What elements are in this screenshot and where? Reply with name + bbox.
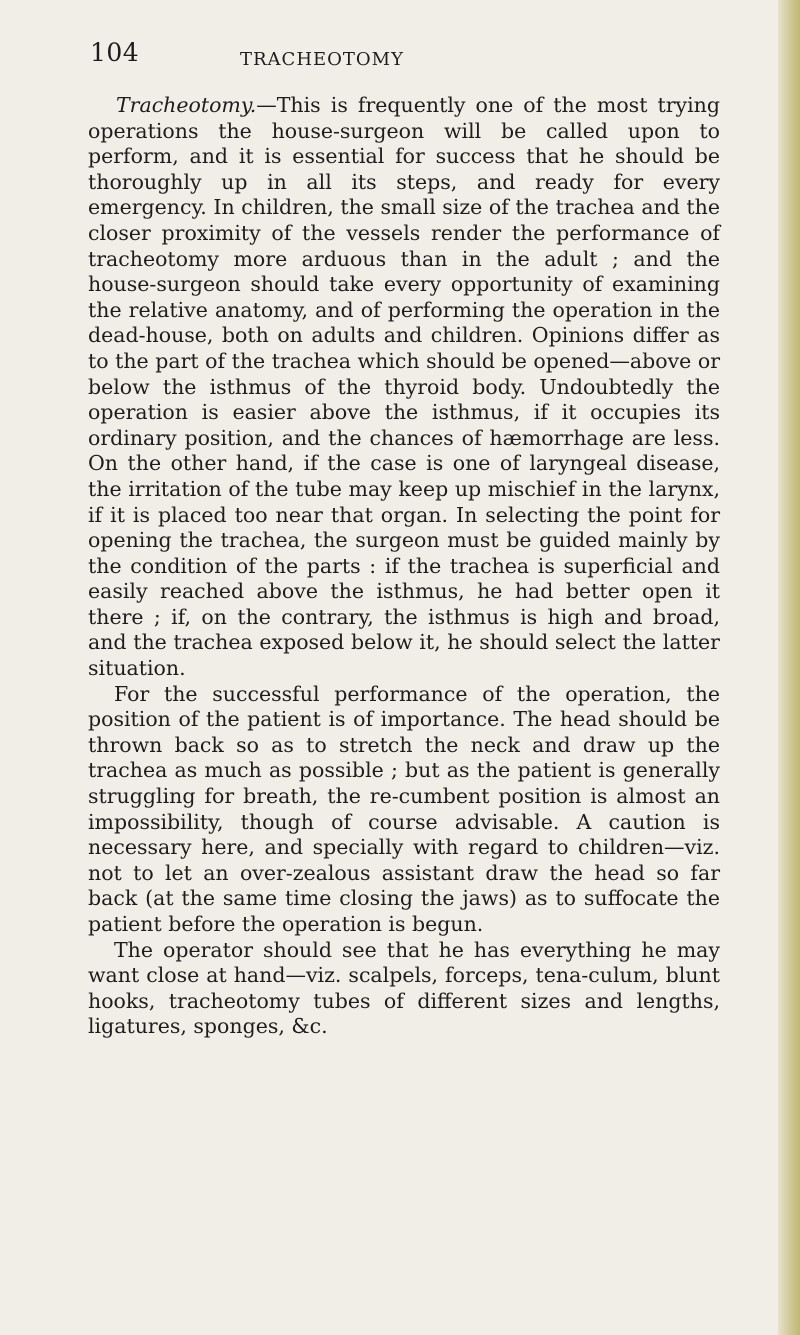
paragraph-1-text: —This is frequently one of the most trying operations the house-surgeon will be called upon to perform, and it is essential for success that he should be thoroughly up in all its steps, and ready for every emergency. In children, the small size of the trachea and the closer proximity of the vessels render the performance of tracheotomy more arduous than in the adult ; and the house-surgeon should take every opportunity of examining the relative anatomy, and of performing the operation in the dead-house, both on adults and children. Opinions differ as to the part of the trachea which should be opened—above or below the isthmus of the thyroid body. Undoubtedly the operation is easier above the isthmus, if it occupies its ordinary position, and the chances of hæmorrhage are less. On the other hand, if the case is one of laryngeal disease, the irritation of the tube may keep up mischief in the larynx, if it is placed too near that organ. In selecting the point for opening the trachea, the surgeon must be guided mainly by the condition of the parts : if the trachea is superficial and easily reached above the isthmus, he had better open it there ; if, on the contrary, the isthmus is high and broad, and the trachea exposed below it, he should select the latter situation. <box>88 93 720 681</box>
body-text <box>88 93 720 1040</box>
paragraph-2 <box>88 682 720 938</box>
page-edge-shadow <box>778 0 800 1335</box>
paragraph-1 <box>88 93 720 682</box>
section-title: Tracheotomy. <box>116 93 257 117</box>
page-number: 104 <box>90 38 140 67</box>
paragraph-3 <box>88 938 720 1040</box>
paragraph-3-text: The operator should see that he has everything he may want close at hand—viz. scalpels, forceps, tena-culum, blunt hooks, tracheotomy tubes of different sizes and lengths, ligatures, sponges, &c. <box>88 937 720 1039</box>
page-header <box>90 38 710 78</box>
paragraph-2-text: For the successful performance of the operation, the position of the patient is of importance. The head should be thrown back so as to stretch the neck and draw up the trachea as much as possible ; but as the patient is generally struggling for breath, the re-cumbent position is almost an impossibility, though of course advisable. A caution is necessary here, and specially with regard to children—viz. not to let an over-zealous assistant draw the head so far back (at the same time closing the jaws) as to suffocate the patient before the operation is begun. <box>88 681 720 936</box>
running-head: TRACHEOTOMY <box>240 49 404 70</box>
